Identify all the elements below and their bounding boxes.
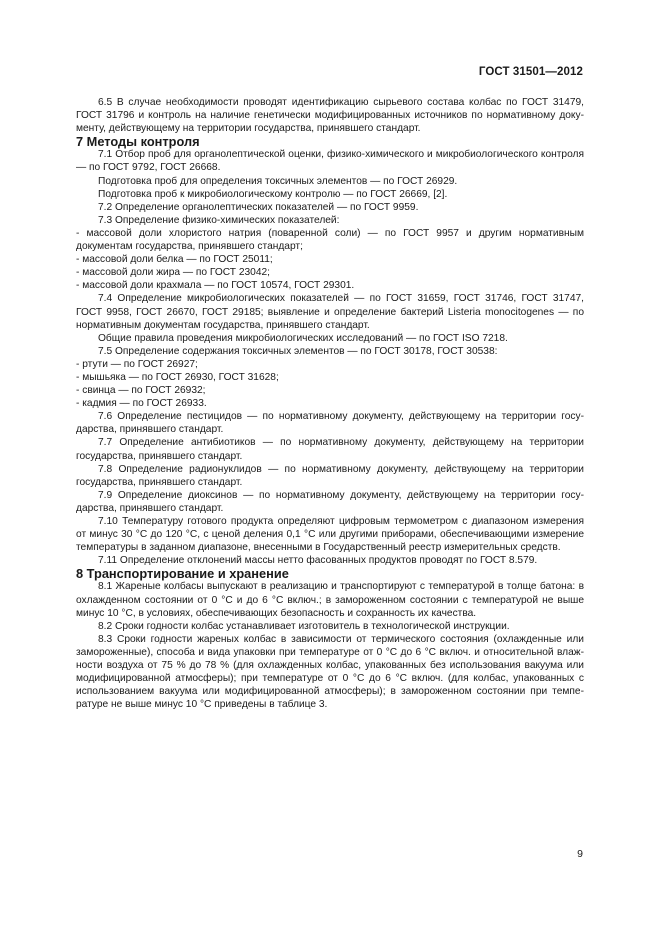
paragraph-7-7: 7.7 Определение антибиотиков — по нормативному документу, действующему на территории государства, принявшего стандарт. xyxy=(76,437,584,462)
list-item-mercury: - ртути — по ГОСТ 26927; xyxy=(76,358,198,370)
list-item-arsenic: - мышьяка — по ГОСТ 26930, ГОСТ 31628; xyxy=(76,371,279,383)
paragraph-7-9: 7.9 Определение диоксинов — по нормативному документу, действующему на территории государства, принявшего стандарт. xyxy=(76,489,584,514)
paragraph-6-5: 6.5 В случае необходимости проводят идентификацию сырьевого состава колбас по ГОСТ 31479, ГОСТ 31796 и контроль на наличие генетически модифицированных источников по нормативному документу, действующему на территории государства, принявшего стандарт. xyxy=(76,97,584,135)
paragraph-7-6: 7.6 Определение пестицидов — по нормативному документу, действующему на территории государства, принявшего стандарт. xyxy=(76,411,584,436)
paragraph-8-2: 8.2 Сроки годности колбас устанавливает изготовитель в технологической инструкции. xyxy=(98,620,510,632)
paragraph-8-1: 8.1 Жареные колбасы выпускают в реализацию и транспортируют с температурой в толще батона: в охлажденном состоянии от 0 °С и до 6 °С включ.; в замороженном состоянии с температурой не выше минус 10 °С, в условиях, обеспечивающих безопасность и сохранность их качества. xyxy=(76,581,584,619)
list-item-fat: - массовой доли жира — по ГОСТ 23042; xyxy=(76,267,270,279)
paragraph-7-11: 7.11 Определение отклонений массы нетто фасованных продуктов проводят по ГОСТ 8.579. xyxy=(98,555,538,567)
list-item-protein: - массовой доли белка — по ГОСТ 25011; xyxy=(76,254,273,266)
paragraph-8-3: 8.3 Сроки годности жареных колбас в зависимости от термического состояния (охлажденные или замороженные), способа и вида упаковки при температуре от 0 °С до 6 °С включ. и относительной влажности воздуха от 75 % до 78 % (для охлажденных колбас, упакованных без использования вакуума или модифицированной атмосферы); при температуре от 0 °С до 6 °С включ. (для колбас, упакованных с использованием вакуума или модифицированной атмосферы); в замороженном состоянии при температуре не выше минус 10 °С приведены в таблице 3. xyxy=(76,633,584,711)
section-7-title: 7 Методы контроля xyxy=(76,134,200,150)
paragraph-7-10: 7.10 Температуру готового продукта определяют цифровым термометром с диапазоном измерения от минус 30 °С до 120 °С, с ценой деления 0,1 °С или другими приборами, обеспечивающими измерение температуры в заданном диапазоне, внесенными в Государственный реестр измерительных средств. xyxy=(76,516,584,554)
paragraph-general-rules: Общие правила проведения микробиологических исследований — по ГОСТ ISO 7218. xyxy=(98,332,508,344)
paragraph-sample-prep-toxic: Подготовка проб для определения токсичных элементов — по ГОСТ 26929. xyxy=(98,175,458,187)
paragraph-7-1: 7.1 Отбор проб для органолептической оценки, физико-химического и микробиологического контроля — по ГОСТ 9792, ГОСТ 26668. xyxy=(76,149,584,174)
paragraph-7-3: 7.3 Определение физико-химических показателей: xyxy=(98,214,340,226)
page-content xyxy=(76,96,584,711)
list-item-starch: - массовой доли крахмала — по ГОСТ 10574, ГОСТ 29301. xyxy=(76,280,355,292)
list-item-cadmium: - кадмия — по ГОСТ 26933. xyxy=(76,398,207,410)
page-number: 9 xyxy=(577,848,583,860)
section-8-title: 8 Транспортирование и хранение xyxy=(76,566,289,582)
paragraph-7-5: 7.5 Определение содержания токсичных элементов — по ГОСТ 30178, ГОСТ 30538: xyxy=(98,345,498,357)
paragraph-7-8: 7.8 Определение радионуклидов — по нормативному документу, действующему на территории государства, принявшего стандарт. xyxy=(76,463,584,488)
paragraph-sample-prep-micro: Подготовка проб к микробиологическому контролю — по ГОСТ 26669, [2]. xyxy=(98,188,448,200)
paragraph-7-2: 7.2 Определение органолептических показателей — по ГОСТ 9959. xyxy=(98,201,419,213)
paragraph-7-4: 7.4 Определение микробиологических показателей — по ГОСТ 31659, ГОСТ 31746, ГОСТ 31747, ГОСТ 9958, ГОСТ 26670, ГОСТ 29185; выявление и определение бактерий Listeria monocitogenes — по нормативным документам государства, принявшего стандарт. xyxy=(76,293,584,331)
page-header-doc-code: ГОСТ 31501—2012 xyxy=(478,66,583,78)
list-item-salt: - массовой доли хлористого натрия (поваренной соли) — по ГОСТ 9957 и другим нормативным документам государства, принявшего стандарт; xyxy=(76,227,584,253)
list-item-lead: - свинца — по ГОСТ 26932; xyxy=(76,385,206,397)
